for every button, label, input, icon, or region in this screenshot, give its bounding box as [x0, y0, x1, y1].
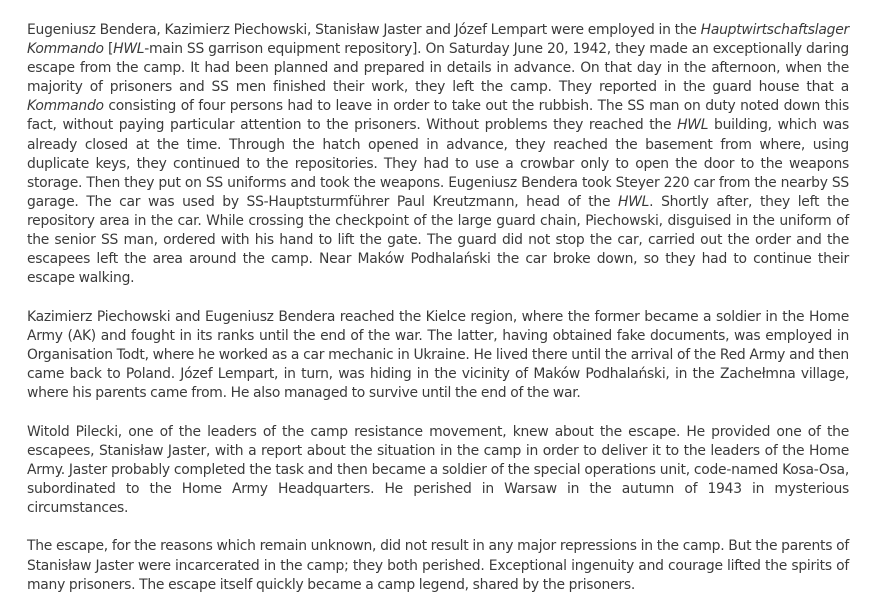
- text-segment: [: [103, 41, 114, 58]
- italic-term: Kommando: [27, 98, 104, 115]
- italic-term: HWL: [113, 41, 145, 58]
- text-segment: building, which was already closed at the time. Through the hatch opened in advance, they reached the basement from where, using duplicate keys, they continued to the repositories. They had to use a crowbar only to open the door to the weapons storage. Then they put on SS uniforms and took the weapons. Eugeniusz Bendera took Steyer 220 car from the nearby SS garage. The car was used by SS-Hauptsturmführer Paul Kreutzmann, head of the: [27, 117, 849, 210]
- text-segment: consisting of four persons had to leave in order to take out the rubbish. The SS man on duty noted down this fact, without paying particular attention to the prisoners. Without problems they reached the: [27, 98, 849, 134]
- text-segment: The escape, for the reasons which remain unknown, did not result in any major repressions in the camp. But the parents of Stanisław Jaster were incarcerated in the camp; they both perished. Exceptional ingenuity and courage lifted the spirits of many prisoners. The escape itself quickly became a camp legend, shared by the prisoners.: [27, 538, 849, 593]
- paragraph-aftermath: [27, 308, 849, 403]
- paragraph-pilecki: [27, 423, 849, 518]
- text-segment: . Shortly after, they left the repository area in the car. While crossing the checkpoint of the large guard chain, Piechowski, disguised in the uniform of the senior SS man, ordered with his hand to lift the gate. The guard did not stop the car, carried out the order and the escapees left the area around the camp. Near Maków Podhalański the car broke down, so they had to continue their escape walking.: [27, 193, 849, 287]
- paragraph-escape: [27, 21, 849, 288]
- text-segment: Witold Pilecki, one of the leaders of the camp resistance movement, knew about the escape. He provided one of the escapees, Stanisław Jaster, with a report about the situation in the camp in order to deliver it to the leaders of the Home Army. Jaster probably completed the task and then became a soldier of the special operations unit, code-named Kosa-Osa, subordinated to the Home Army Headquarters. He perished in Warsaw in the autumn of 1943 in mysterious circumstances.: [27, 423, 849, 516]
- article-body: [27, 21, 849, 595]
- italic-term: HWL: [677, 117, 709, 134]
- paragraph-legend: [27, 537, 849, 594]
- text-segment: -main SS garrison equipment repository]. On Saturday June 20, 1942, they made an exceptionally daring escape from the camp. It had been planned and prepared in details in advance. On that day in the afternoon, when the majority of prisoners and SS men finished their work, they left the camp. They reported in the guard house that a: [27, 41, 849, 96]
- text-segment: Kazimierz Piechowski and Eugeniusz Bendera reached the Kielce region, where the former became a soldier in the Home Army (AK) and fought in its ranks until the end of the war. The latter, having obtained fake documents, was employed in Organisation Todt, where he worked as a car mechanic in Ukraine. He lived there until the arrival of the Red Army and then came back to Poland. Józef Lempart, in turn, was hiding in the vicinity of Maków Podhalański, in the Zachełmna village, where his parents came from. He also managed to survive until the end of the war.: [27, 308, 849, 402]
- italic-term: Hauptwirtschaftslager Kommando: [27, 22, 849, 58]
- italic-term: HWL: [618, 193, 650, 210]
- text-segment: Eugeniusz Bendera, Kazimierz Piechowski, Stanisław Jaster and Józef Lempart were employed in the: [27, 22, 701, 38]
